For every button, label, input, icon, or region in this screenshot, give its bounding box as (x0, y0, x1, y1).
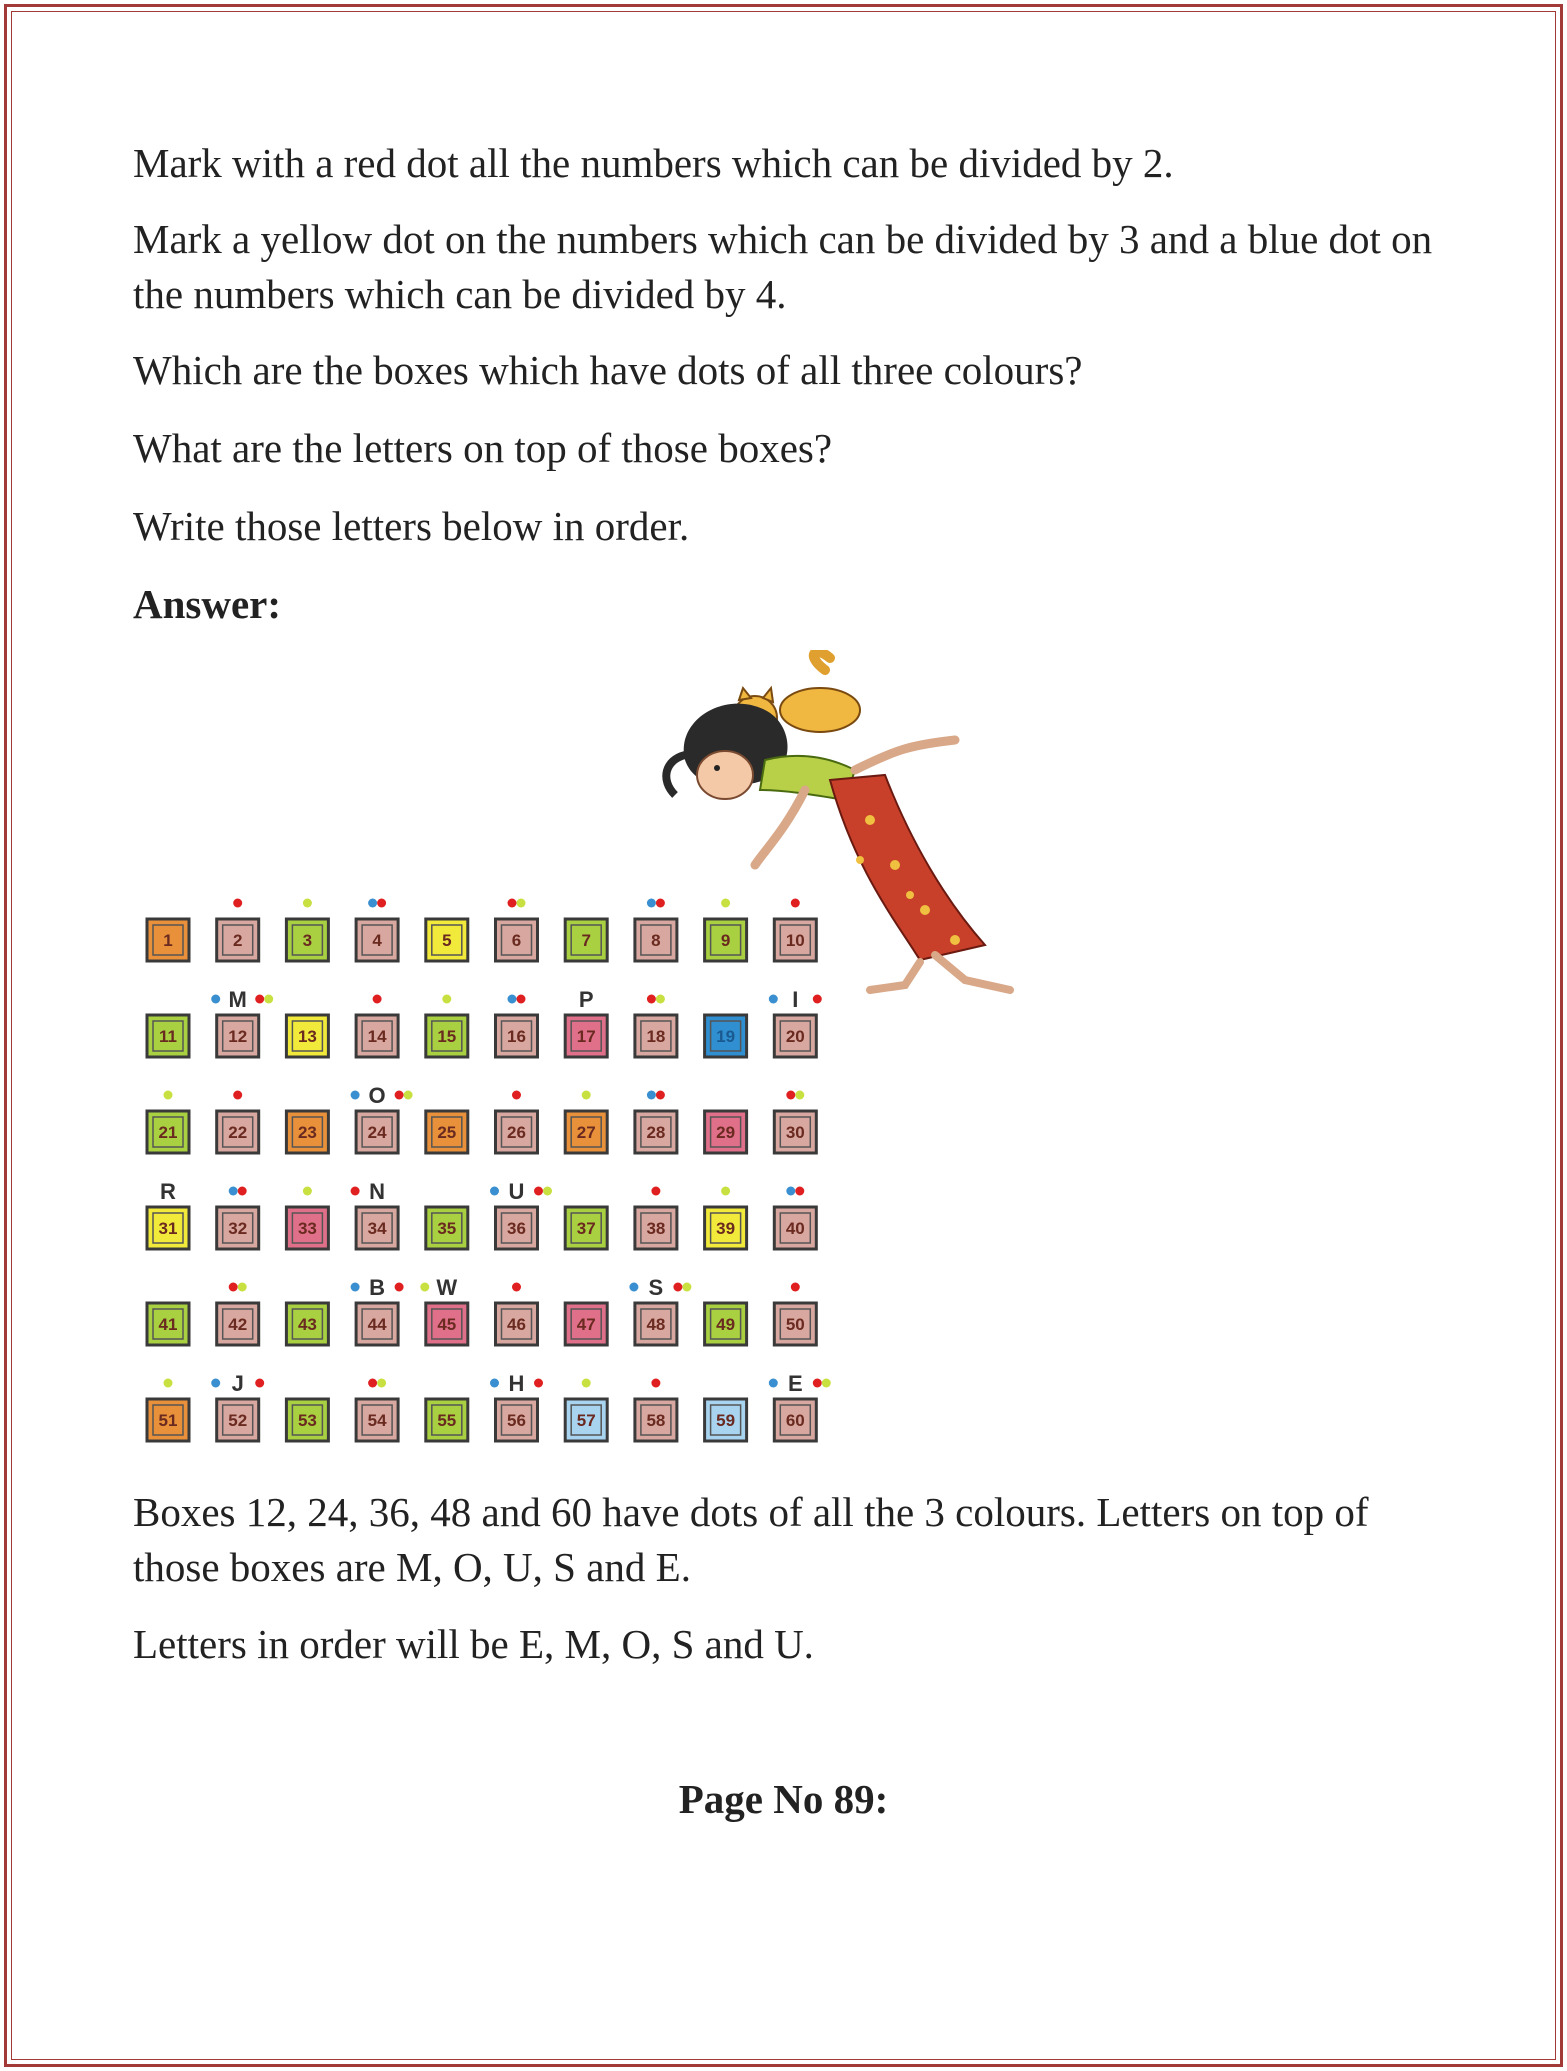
grid-box-7 (565, 919, 607, 961)
grid-box-number: 26 (507, 1123, 526, 1142)
grid-dot (791, 899, 800, 908)
grid-dot (673, 1283, 682, 1292)
grid-box-52 (211, 1371, 264, 1441)
grid-box-25 (426, 1111, 468, 1153)
grid-box-letter: P (578, 987, 594, 1012)
grid-box-letter: I (792, 987, 799, 1012)
grid-box-letter: W (436, 1275, 458, 1300)
grid-box-18 (635, 995, 677, 1058)
grid-box-4 (356, 899, 398, 962)
grid-dot (303, 899, 312, 908)
grid-box-3 (286, 899, 328, 962)
grid-dot (656, 1091, 665, 1100)
grid-box-number: 18 (646, 1027, 666, 1046)
grid-box-41 (147, 1303, 189, 1345)
grid-box-letter: J (231, 1371, 244, 1396)
grid-box-number: 32 (228, 1219, 248, 1238)
grid-box-12 (211, 987, 273, 1057)
grid-dot (517, 995, 526, 1004)
grid-box-30 (774, 1091, 816, 1154)
grid-dot (786, 1091, 795, 1100)
grid-dot (822, 1379, 831, 1388)
grid-box-number: 9 (720, 931, 731, 950)
grid-box-number: 13 (297, 1027, 317, 1046)
grid-dot (442, 995, 451, 1004)
grid-box-number: 15 (437, 1027, 457, 1046)
instruction-3: Which are the boxes which have dots of all three colours? (133, 347, 1083, 393)
grid-dot (368, 1379, 377, 1388)
grid-box-number: 42 (228, 1315, 248, 1334)
grid-box-21 (147, 1091, 189, 1154)
grid-dot (238, 1187, 247, 1196)
grid-box-number: 46 (507, 1315, 526, 1334)
grid-box-letter: M (228, 987, 247, 1012)
grid-box-48 (629, 1275, 691, 1345)
grid-dot (351, 1091, 360, 1100)
grid-dot (395, 1283, 404, 1292)
grid-box-27 (565, 1091, 607, 1154)
grid-box-1 (147, 919, 189, 961)
grid-box-34 (351, 1179, 399, 1249)
grid-box-number: 54 (367, 1411, 387, 1430)
grid-box-14 (356, 995, 398, 1058)
grid-box-number: 41 (158, 1315, 178, 1334)
grid-box-2 (217, 899, 259, 962)
grid-dot (377, 1379, 386, 1388)
grid-dot (351, 1283, 360, 1292)
grid-box-28 (635, 1091, 677, 1154)
grid-box-40 (774, 1187, 816, 1250)
grid-box-53 (286, 1399, 328, 1441)
grid-box-58 (635, 1379, 677, 1442)
grid-dot (795, 1091, 804, 1100)
grid-dot (647, 1091, 656, 1100)
grid-dot (582, 1091, 591, 1100)
grid-box-number: 40 (785, 1219, 805, 1238)
grid-box-56 (490, 1371, 543, 1441)
grid-box-54 (356, 1379, 398, 1442)
grid-box-letter: O (368, 1083, 386, 1108)
grid-box-number: 22 (228, 1123, 248, 1142)
grid-dot (791, 1283, 800, 1292)
grid-box-letter: N (369, 1179, 386, 1204)
grid-dot (303, 1187, 312, 1196)
grid-box-number: 31 (158, 1219, 178, 1238)
grid-dot (229, 1187, 238, 1196)
grid-box-number: 14 (367, 1027, 387, 1046)
grid-box-8 (635, 899, 677, 962)
grid-box-letter: B (369, 1275, 386, 1300)
instruction-4: What are the letters on top of those boxes? (133, 425, 833, 471)
grid-box-39 (705, 1187, 747, 1250)
grid-box-46 (496, 1283, 538, 1346)
grid-box-letter: E (787, 1371, 803, 1396)
grid-box-6 (496, 899, 538, 962)
grid-dot (368, 899, 377, 908)
grid-box-31 (147, 1179, 189, 1249)
grid-box-number: 8 (651, 931, 661, 950)
grid-box-10 (774, 899, 816, 962)
grid-dot (769, 995, 778, 1004)
grid-box-38 (635, 1187, 677, 1250)
grid-box-number: 2 (232, 931, 243, 950)
grid-box-number: 58 (646, 1411, 666, 1430)
grid-box-letter: U (508, 1179, 525, 1204)
grid-dot (512, 1283, 521, 1292)
grid-box-number: 49 (716, 1315, 736, 1334)
grid-box-33 (286, 1187, 328, 1250)
grid-dot (582, 1379, 591, 1388)
grid-box-35 (426, 1207, 468, 1249)
grid-dot (651, 1379, 660, 1388)
grid-dot (377, 899, 386, 908)
grid-dot (629, 1283, 638, 1292)
grid-box-29 (705, 1111, 747, 1153)
grid-box-number: 25 (437, 1123, 457, 1142)
grid-box-number: 23 (297, 1123, 317, 1142)
instruction-5: Write those letters below in order. (133, 503, 690, 549)
grid-dot (656, 995, 665, 1004)
grid-box-number: 44 (367, 1315, 387, 1334)
grid-dot (395, 1091, 404, 1100)
grid-dot (490, 1379, 499, 1388)
grid-box-11 (147, 1015, 189, 1057)
grid-box-number: 24 (367, 1123, 387, 1142)
grid-dot (373, 995, 382, 1004)
grid-box-number: 43 (297, 1315, 317, 1334)
grid-box-number: 29 (716, 1123, 736, 1142)
grid-box-17 (565, 987, 607, 1057)
grid-box-number: 12 (228, 1027, 248, 1046)
grid-box-9 (705, 899, 747, 962)
grid-dot (508, 899, 517, 908)
grid-box-45 (420, 1275, 468, 1345)
grid-dot (233, 1091, 242, 1100)
grid-box-number: 59 (716, 1411, 736, 1430)
grid-box-15 (426, 995, 468, 1058)
grid-dot (508, 995, 517, 1004)
answer-line-2: Letters in order will be E, M, O, S and U. (133, 1621, 814, 1667)
grid-dot (651, 1187, 660, 1196)
grid-box-number: 55 (437, 1411, 457, 1430)
grid-box-number: 21 (158, 1123, 178, 1142)
grid-box-23 (286, 1111, 328, 1153)
grid-box-42 (217, 1283, 259, 1346)
grid-box-number: 16 (507, 1027, 526, 1046)
answer-line-1: Boxes 12, 24, 36, 48 and 60 have dots of all the 3 colours. Letters on top of those boxes are M, O, U, S and E. (133, 1489, 1369, 1590)
grid-box-49 (705, 1303, 747, 1345)
grid-box-51 (147, 1379, 189, 1442)
grid-dot (351, 1187, 360, 1196)
grid-dot (769, 1379, 778, 1388)
grid-dot (517, 899, 526, 908)
answer-heading: Answer: (133, 581, 282, 627)
grid-box-number: 1 (163, 931, 173, 950)
grid-dot (721, 899, 730, 908)
grid-dot (255, 1379, 264, 1388)
grid-dot (534, 1379, 543, 1388)
grid-dot (238, 1283, 247, 1292)
grid-box-number: 34 (367, 1219, 387, 1238)
grid-box-letter: R (160, 1179, 176, 1204)
grid-dot (164, 1379, 173, 1388)
grid-box-22 (217, 1091, 259, 1154)
grid-box-5 (426, 919, 468, 961)
grid-box-number: 33 (297, 1219, 317, 1238)
grid-box-number: 47 (576, 1315, 596, 1334)
grid-box-55 (426, 1399, 468, 1441)
grid-box-number: 56 (507, 1411, 526, 1430)
grid-box-43 (286, 1303, 328, 1345)
grid-box-19 (705, 1015, 747, 1057)
grid-box-number: 17 (576, 1027, 596, 1046)
grid-dot (229, 1283, 238, 1292)
grid-box-13 (286, 1015, 328, 1057)
grid-dot (512, 1091, 521, 1100)
grid-box-60 (769, 1371, 831, 1441)
grid-box-number: 7 (581, 931, 591, 950)
grid-box-59 (705, 1399, 747, 1441)
grid-box-20 (769, 987, 822, 1057)
instruction-1: Mark with a red dot all the numbers which can be divided by 2. (133, 140, 1174, 186)
grid-box-number: 39 (716, 1219, 736, 1238)
grid-dot (534, 1187, 543, 1196)
grid-dot (647, 899, 656, 908)
grid-dot (813, 995, 822, 1004)
grid-box-number: 19 (716, 1027, 736, 1046)
grid-dot (211, 995, 220, 1004)
grid-box-number: 27 (576, 1123, 596, 1142)
grid-dot (721, 1187, 730, 1196)
grid-box-number: 3 (302, 931, 313, 950)
grid-box-number: 30 (785, 1123, 805, 1142)
grid-box-24 (351, 1083, 413, 1153)
grid-dot (647, 995, 656, 1004)
grid-dot (543, 1187, 552, 1196)
grid-dot (656, 899, 665, 908)
grid-box-number: 48 (646, 1315, 666, 1334)
grid-box-number: 57 (576, 1411, 596, 1430)
grid-box-16 (496, 995, 538, 1058)
grid-box-number: 4 (372, 931, 382, 950)
grid-box-44 (351, 1275, 404, 1345)
grid-dot (786, 1187, 795, 1196)
grid-box-number: 28 (646, 1123, 666, 1142)
grid-box-number: 37 (576, 1219, 596, 1238)
grid-box-37 (565, 1207, 607, 1249)
grid-box-57 (565, 1379, 607, 1442)
grid-box-number: 20 (785, 1027, 805, 1046)
grid-box-number: 52 (228, 1411, 248, 1430)
grid-box-47 (565, 1303, 607, 1345)
grid-dot (795, 1187, 804, 1196)
grid-box-letter: H (508, 1371, 525, 1396)
grid-box-32 (217, 1187, 259, 1250)
grid-dot (682, 1283, 691, 1292)
grid-dot (420, 1283, 429, 1292)
grid-dot (813, 1379, 822, 1388)
grid-dot (164, 1091, 173, 1100)
grid-dot (233, 899, 242, 908)
grid-box-letter: S (648, 1275, 664, 1300)
grid-dot (264, 995, 273, 1004)
grid-box-number: 10 (785, 931, 805, 950)
grid-box-26 (496, 1091, 538, 1154)
grid-box-number: 51 (158, 1411, 178, 1430)
instruction-2: Mark a yellow dot on the numbers which can be divided by 3 and a blue dot on the numbers which can be divided by 4. (133, 216, 1433, 317)
grid-box-number: 35 (437, 1219, 457, 1238)
grid-box-number: 53 (297, 1411, 317, 1430)
grid-dot (211, 1379, 220, 1388)
grid-box-number: 36 (507, 1219, 526, 1238)
grid-box-number: 11 (159, 1027, 177, 1046)
grid-box-number: 6 (511, 931, 522, 950)
grid-box-number: 38 (646, 1219, 666, 1238)
page-footer: Page No 89: (678, 1776, 889, 1822)
grid-dot (404, 1091, 413, 1100)
grid-dot (255, 995, 264, 1004)
grid-box-50 (774, 1283, 816, 1346)
grid-box-number: 5 (442, 931, 452, 950)
grid-dot (490, 1187, 499, 1196)
grid-box-number: 45 (437, 1315, 457, 1334)
grid-box-number: 60 (785, 1411, 805, 1430)
grid-box-36 (490, 1179, 552, 1249)
grid-box-number: 50 (785, 1315, 805, 1334)
